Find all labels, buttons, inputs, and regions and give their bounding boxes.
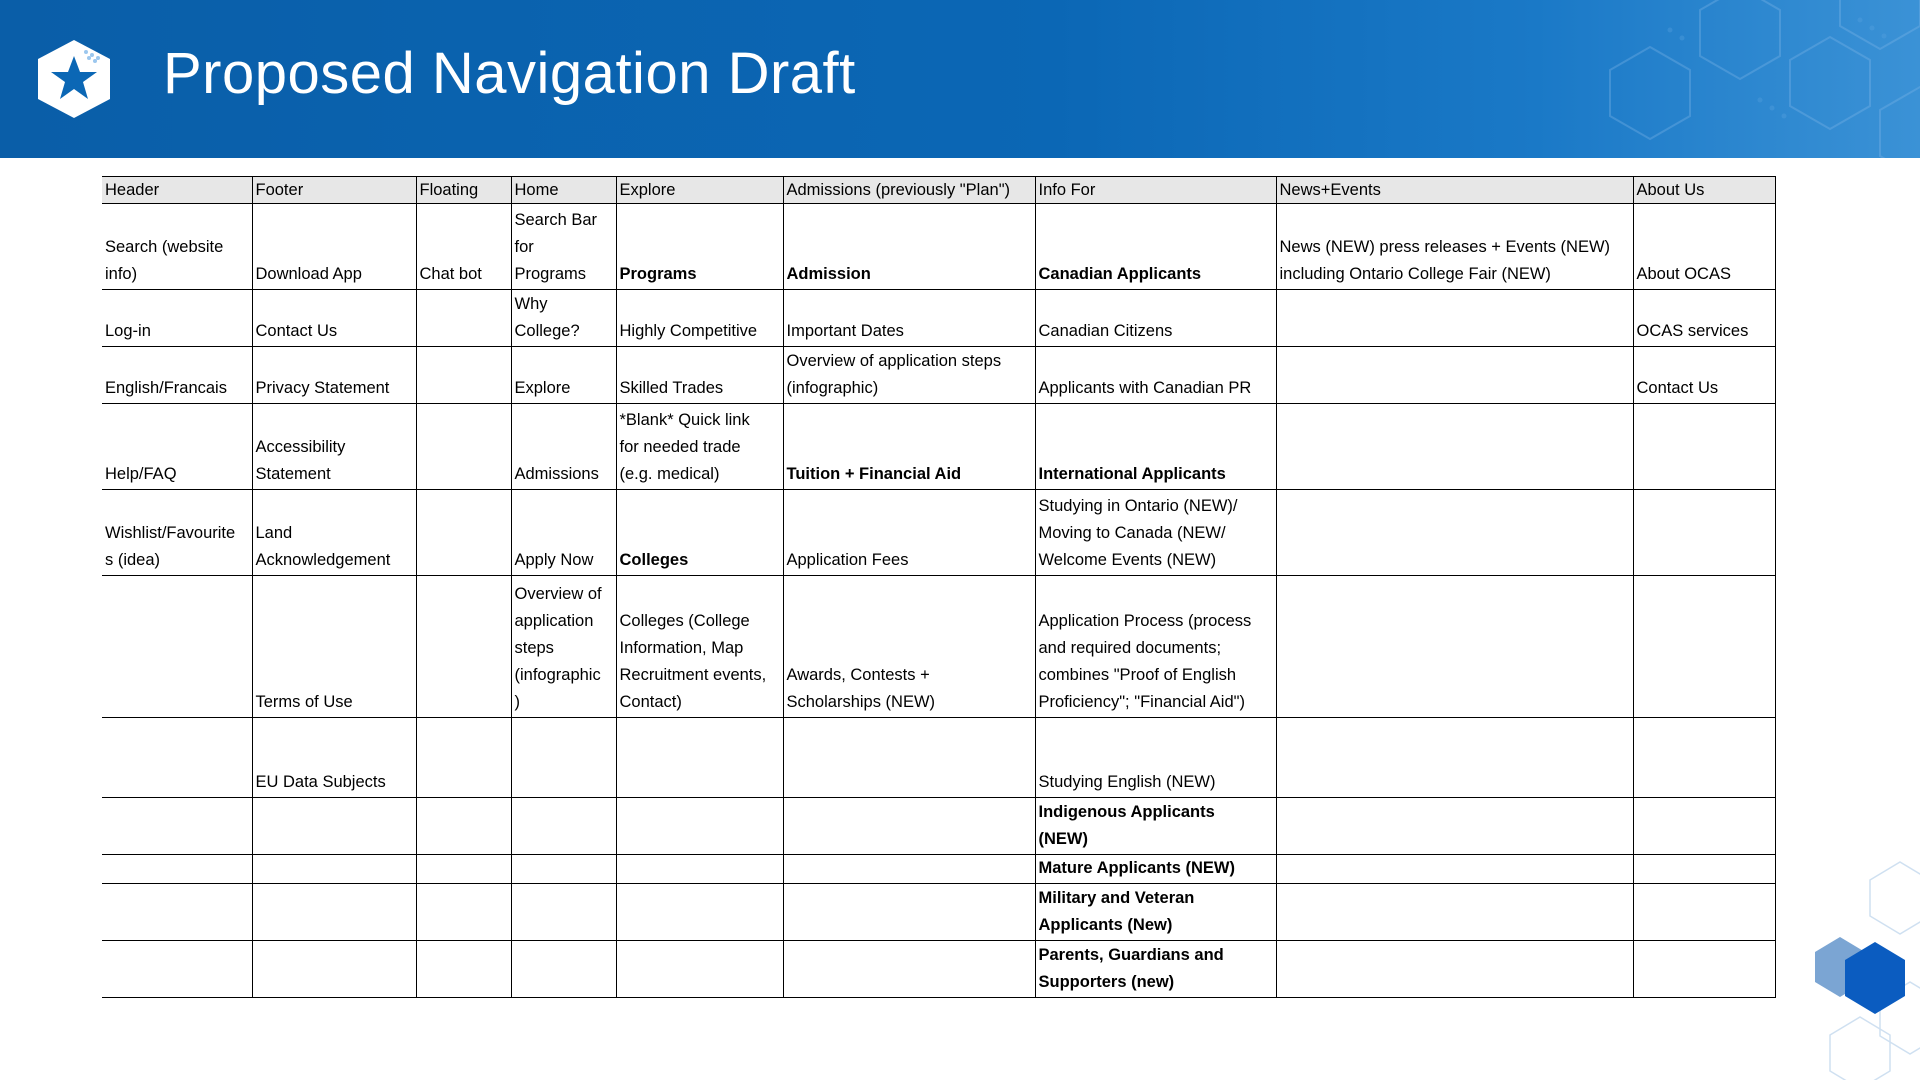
- cell-news-events: [1276, 798, 1633, 855]
- cell-footer: [252, 855, 416, 884]
- table-header: [102, 177, 1775, 204]
- col-header-floating: Floating: [416, 177, 511, 204]
- cell-news-events: [1276, 884, 1633, 941]
- cell-admissions: [783, 798, 1035, 855]
- col-header-admissions: Admissions (previously "Plan"): [783, 177, 1035, 204]
- cell-footer: Privacy Statement: [252, 347, 416, 404]
- cell-home: Why College?: [511, 290, 616, 347]
- cell-home: Search Bar for Programs: [511, 204, 616, 290]
- col-header-info-for: Info For: [1035, 177, 1276, 204]
- cell-header: [102, 718, 252, 798]
- cell-info-for: Canadian Citizens: [1035, 290, 1276, 347]
- cell-about-us: Contact Us: [1633, 347, 1775, 404]
- col-header-footer: Footer: [252, 177, 416, 204]
- cell-admissions: [783, 718, 1035, 798]
- cell-about-us: OCAS services: [1633, 290, 1775, 347]
- slide-title: Proposed Navigation Draft: [163, 41, 856, 106]
- cell-header: Search (website info): [102, 204, 252, 290]
- cell-about-us: [1633, 941, 1775, 998]
- cell-news-events: [1276, 290, 1633, 347]
- table-row: [102, 290, 1775, 347]
- cell-floating: [416, 798, 511, 855]
- cell-news-events: [1276, 718, 1633, 798]
- col-header-news-events: News+Events: [1276, 177, 1633, 204]
- table-row: [102, 855, 1775, 884]
- cell-news-events: [1276, 941, 1633, 998]
- cell-header: [102, 576, 252, 718]
- cell-explore: [616, 884, 783, 941]
- cell-footer: Contact Us: [252, 290, 416, 347]
- cell-explore: Colleges (College Information, Map Recruitment events, Contact): [616, 576, 783, 718]
- cell-floating: [416, 855, 511, 884]
- cell-news-events: News (NEW) press releases + Events (NEW) including Ontario College Fair (NEW): [1276, 204, 1633, 290]
- cell-footer: Land Acknowledgement: [252, 490, 416, 576]
- table-row: [102, 490, 1775, 576]
- decorative-hexagons: [1770, 850, 1920, 1080]
- cell-home: Apply Now: [511, 490, 616, 576]
- cell-floating: Chat bot: [416, 204, 511, 290]
- cell-floating: [416, 347, 511, 404]
- cell-header: [102, 884, 252, 941]
- cell-info-for: International Applicants: [1035, 404, 1276, 490]
- cell-home: [511, 855, 616, 884]
- cell-info-for: Mature Applicants (NEW): [1035, 855, 1276, 884]
- table-row: [102, 576, 1775, 718]
- cell-admissions: Overview of application steps (infographic): [783, 347, 1035, 404]
- cell-about-us: [1633, 855, 1775, 884]
- cell-floating: [416, 290, 511, 347]
- table-row: [102, 884, 1775, 941]
- table-row: [102, 204, 1775, 290]
- col-header-home: Home: [511, 177, 616, 204]
- table-row: [102, 941, 1775, 998]
- col-header-explore: Explore: [616, 177, 783, 204]
- cell-about-us: [1633, 884, 1775, 941]
- cell-admissions: [783, 941, 1035, 998]
- cell-footer: Download App: [252, 204, 416, 290]
- cell-header: [102, 798, 252, 855]
- cell-news-events: [1276, 347, 1633, 404]
- cell-explore: *Blank* Quick link for needed trade (e.g. medical): [616, 404, 783, 490]
- cell-about-us: [1633, 798, 1775, 855]
- col-header-header: Header: [102, 177, 252, 204]
- cell-info-for: Studying English (NEW): [1035, 718, 1276, 798]
- table-row: [102, 404, 1775, 490]
- cell-header: Log-in: [102, 290, 252, 347]
- cell-home: Explore: [511, 347, 616, 404]
- cell-admissions: Application Fees: [783, 490, 1035, 576]
- cell-explore: [616, 855, 783, 884]
- cell-about-us: [1633, 718, 1775, 798]
- cell-explore: Skilled Trades: [616, 347, 783, 404]
- cell-footer: Accessibility Statement: [252, 404, 416, 490]
- cell-news-events: [1276, 404, 1633, 490]
- cell-floating: [416, 576, 511, 718]
- cell-floating: [416, 941, 511, 998]
- cell-about-us: About OCAS: [1633, 204, 1775, 290]
- cell-admissions: Admission: [783, 204, 1035, 290]
- cell-footer: [252, 884, 416, 941]
- cell-info-for: Military and Veteran Applicants (New): [1035, 884, 1276, 941]
- ocas-logo-icon: [36, 38, 112, 120]
- cell-home: Admissions: [511, 404, 616, 490]
- cell-info-for: Canadian Applicants: [1035, 204, 1276, 290]
- table-row: [102, 347, 1775, 404]
- cell-explore: Colleges: [616, 490, 783, 576]
- navigation-table: [102, 176, 1776, 998]
- cell-footer: [252, 941, 416, 998]
- cell-info-for: Parents, Guardians and Supporters (new): [1035, 941, 1276, 998]
- cell-header: [102, 855, 252, 884]
- cell-floating: [416, 490, 511, 576]
- cell-footer: Terms of Use: [252, 576, 416, 718]
- cell-home: [511, 798, 616, 855]
- cell-footer: EU Data Subjects: [252, 718, 416, 798]
- cell-floating: [416, 718, 511, 798]
- cell-floating: [416, 884, 511, 941]
- cell-admissions: [783, 855, 1035, 884]
- cell-floating: [416, 404, 511, 490]
- header-row: [102, 177, 1775, 204]
- table-row: [102, 718, 1775, 798]
- cell-home: [511, 718, 616, 798]
- cell-explore: [616, 941, 783, 998]
- cell-info-for: Indigenous Applicants (NEW): [1035, 798, 1276, 855]
- title-banner: [0, 0, 1920, 158]
- table-body: [102, 204, 1775, 998]
- cell-explore: [616, 718, 783, 798]
- cell-home: [511, 884, 616, 941]
- cell-info-for: Studying in Ontario (NEW)/ Moving to Canada (NEW/ Welcome Events (NEW): [1035, 490, 1276, 576]
- cell-home: [511, 941, 616, 998]
- cell-info-for: Application Process (process and required documents; combines "Proof of English Proficiency"; "Financial Aid"): [1035, 576, 1276, 718]
- cell-about-us: [1633, 404, 1775, 490]
- cell-admissions: Tuition + Financial Aid: [783, 404, 1035, 490]
- cell-header: [102, 941, 252, 998]
- cell-about-us: [1633, 490, 1775, 576]
- cell-explore: Highly Competitive: [616, 290, 783, 347]
- cell-header: English/Francais: [102, 347, 252, 404]
- table-row: [102, 798, 1775, 855]
- col-header-about-us: About Us: [1633, 177, 1775, 204]
- cell-news-events: [1276, 855, 1633, 884]
- banner-hexagon-pattern: [1320, 0, 1920, 158]
- cell-explore: [616, 798, 783, 855]
- cell-admissions: Important Dates: [783, 290, 1035, 347]
- cell-header: Wishlist/Favourite s (idea): [102, 490, 252, 576]
- cell-admissions: [783, 884, 1035, 941]
- cell-explore: Programs: [616, 204, 783, 290]
- cell-news-events: [1276, 490, 1633, 576]
- cell-home: Overview of application steps (infographic ): [511, 576, 616, 718]
- cell-admissions: Awards, Contests + Scholarships (NEW): [783, 576, 1035, 718]
- cell-info-for: Applicants with Canadian PR: [1035, 347, 1276, 404]
- cell-news-events: [1276, 576, 1633, 718]
- cell-footer: [252, 798, 416, 855]
- cell-about-us: [1633, 576, 1775, 718]
- cell-header: Help/FAQ: [102, 404, 252, 490]
